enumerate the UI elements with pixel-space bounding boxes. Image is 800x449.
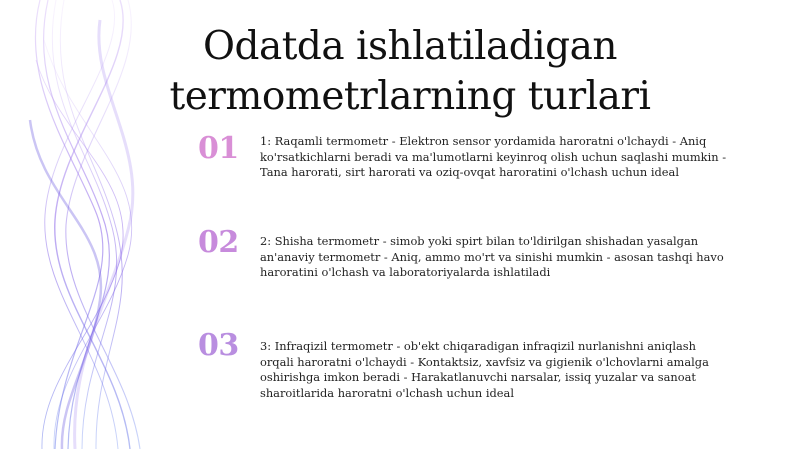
- title-line-1: Odatda ishlatiladigan: [203, 24, 617, 69]
- item-number: 01: [198, 131, 239, 166]
- item-text: 2: Shisha termometr - simob yoki spirt bilan to'ldirilgan shishadan yasalgan an'anaviy termometr - Aniq, ammo mo'rt va sinishi mumkin - asosan tashqi havo haroratini o'lchash va laboratoriyalarda ishlatiladi: [260, 234, 724, 279]
- item-number: 03: [198, 328, 239, 363]
- item-number: 02: [198, 225, 239, 260]
- title-line-2: termometrlarning turlari: [169, 74, 651, 119]
- page-title: [120, 22, 700, 122]
- item-text: 1: Raqamli termometr - Elektron sensor yordamida haroratni o'lchaydi - Aniq ko'rsatkichlarni beradi va ma'lumotlarni keyinroq olish uchun saqlashi mumkin - Tana harorati, sirt harorati va oziq-ovqat haroratini o'lchash uchun ideal: [260, 134, 727, 179]
- item-text: 3: Infraqizil termometr - ob'ekt chiqaradigan infraqizil nurlanishni aniqlash orqali haroratni o'lchaydi - Kontaktsiz, xavfsiz va gigienik o'lchovlarni amalga oshirishga imkon beradi - Harakatlanuvchi narsalar, issiq yuzalar va sanoat sharoitlarida haroratni o'lchash uchun ideal: [260, 339, 709, 400]
